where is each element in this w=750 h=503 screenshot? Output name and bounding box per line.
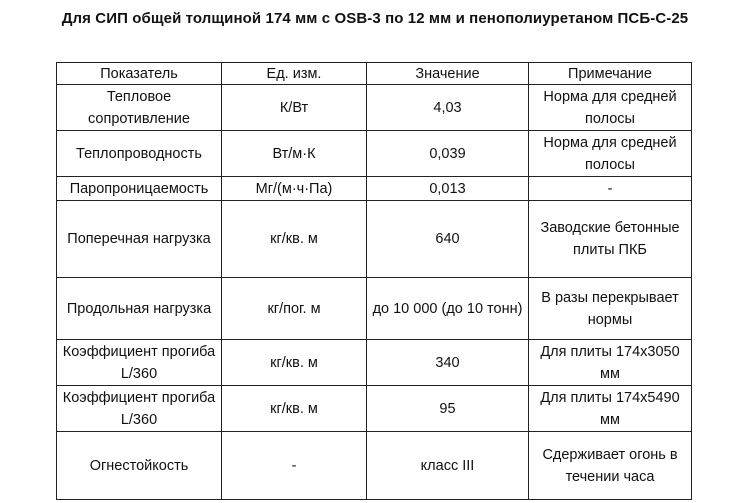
row-value: 0,039 [367, 131, 529, 177]
header-cell: Ед. изм. [222, 63, 367, 85]
row-value: класс III [367, 432, 529, 500]
table-row [57, 278, 692, 340]
row-name: Теплопроводность [57, 131, 222, 177]
row-unit: К/Вт [222, 85, 367, 131]
row-value: 640 [367, 201, 529, 278]
row-unit: кг/кв. м [222, 340, 367, 386]
row-note: - [529, 177, 692, 201]
row-unit: - [222, 432, 367, 500]
table-header-row [57, 63, 692, 85]
row-value: до 10 000 (до 10 тонн) [367, 278, 529, 340]
header-cell: Примечание [529, 63, 692, 85]
row-name: Поперечная нагрузка [57, 201, 222, 278]
row-note: Для плиты 174х3050 мм [529, 340, 692, 386]
header-cell: Показатель [57, 63, 222, 85]
row-unit: кг/пог. м [222, 278, 367, 340]
row-value: 0,013 [367, 177, 529, 201]
header-cell: Значение [367, 63, 529, 85]
row-value: 4,03 [367, 85, 529, 131]
row-note: В разы перекрывает нормы [529, 278, 692, 340]
table-row [57, 432, 692, 500]
row-name: Паропроницаемость [57, 177, 222, 201]
row-name: Огнестойкость [57, 432, 222, 500]
row-unit: кг/кв. м [222, 386, 367, 432]
row-note: Норма для средней полосы [529, 85, 692, 131]
row-value: 340 [367, 340, 529, 386]
row-note: Для плиты 174х5490 мм [529, 386, 692, 432]
table-row [57, 386, 692, 432]
specs-table [56, 62, 692, 500]
row-note: Норма для средней полосы [529, 131, 692, 177]
row-unit: Вт/м·К [222, 131, 367, 177]
row-name: Коэффициент прогиба L/360 [57, 386, 222, 432]
table-row [57, 85, 692, 131]
row-note: Заводские бетонные плиты ПКБ [529, 201, 692, 278]
row-value: 95 [367, 386, 529, 432]
row-name: Тепловое сопротивление [57, 85, 222, 131]
page-title: Для СИП общей толщиной 174 мм с OSB-3 по 12 мм и пенополиуретаном ПСБ-С-25 [61, 10, 689, 27]
table-row [57, 340, 692, 386]
row-unit: Мг/(м·ч·Па) [222, 177, 367, 201]
row-name: Продольная нагрузка [57, 278, 222, 340]
row-name: Коэффициент прогиба L/360 [57, 340, 222, 386]
row-note: Сдерживает огонь в течении часа [529, 432, 692, 500]
table-row [57, 177, 692, 201]
table-row [57, 131, 692, 177]
table-row [57, 201, 692, 278]
row-unit: кг/кв. м [222, 201, 367, 278]
